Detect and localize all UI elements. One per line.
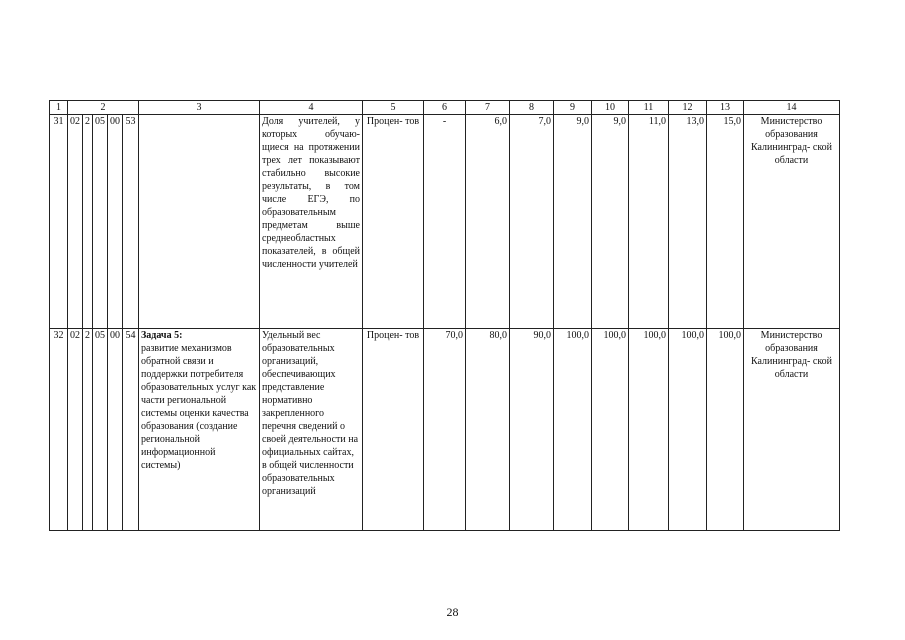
header-cell: 4 <box>260 101 363 115</box>
header-cell: 11 <box>629 101 669 115</box>
task-title: Задача 5: <box>141 330 183 341</box>
header-cell: 6 <box>424 101 466 115</box>
code-cell: 00 <box>108 115 123 329</box>
unit-cell: Процен- тов <box>363 115 424 329</box>
header-cell: 3 <box>139 101 260 115</box>
value-cell: 9,0 <box>592 115 629 329</box>
row-number: 32 <box>50 329 68 531</box>
responsible-cell: Министерство образования Калининград- ской области <box>744 329 840 531</box>
value-cell: 6,0 <box>466 115 510 329</box>
code-cell: 02 <box>68 115 83 329</box>
value-cell: 11,0 <box>629 115 669 329</box>
page-number: 28 <box>446 605 459 619</box>
header-cell: 13 <box>707 101 744 115</box>
value-cell: 15,0 <box>707 115 744 329</box>
task-cell <box>139 115 260 329</box>
table-row <box>50 115 840 329</box>
value-cell: 9,0 <box>554 115 592 329</box>
table-row <box>50 329 840 531</box>
value-cell: 13,0 <box>669 115 707 329</box>
value-cell: 80,0 <box>466 329 510 531</box>
code-cell: 54 <box>123 329 139 531</box>
code-cell: 05 <box>93 329 108 531</box>
value-cell: 100,0 <box>629 329 669 531</box>
code-cell: 05 <box>93 115 108 329</box>
header-cell: 2 <box>68 101 139 115</box>
header-row <box>50 101 840 115</box>
value-cell: 100,0 <box>669 329 707 531</box>
value-cell: 100,0 <box>707 329 744 531</box>
value-cell: 90,0 <box>510 329 554 531</box>
code-cell: 2 <box>83 329 93 531</box>
row-number: 31 <box>50 115 68 329</box>
header-cell: 14 <box>744 101 840 115</box>
value-cell: 100,0 <box>592 329 629 531</box>
value-cell: 7,0 <box>510 115 554 329</box>
task-text: развитие механизмов обратной связи и поддержки потребителя образовательных услуг как части региональной системы оценки качества образования (создание региональной информационной системы) <box>141 343 257 471</box>
code-cell: 02 <box>68 329 83 531</box>
task-cell <box>139 329 260 531</box>
responsible-cell: Министерство образования Калининград- ской области <box>744 115 840 329</box>
code-cell: 00 <box>108 329 123 531</box>
header-cell: 5 <box>363 101 424 115</box>
header-cell: 8 <box>510 101 554 115</box>
code-cell: 53 <box>123 115 139 329</box>
indicator-cell: Доля учителей, у которых обучаю- щиеся на протяжении трех лет показывают стабильно высокие результаты, в том числе ЕГЭ, по образовательным предметам выше среднеобластных показателей, в общей численности учителей <box>260 115 363 329</box>
header-cell: 12 <box>669 101 707 115</box>
indicator-cell: Удельный вес образовательных организаций, обеспечивающих представление нормативно закрепленного перечня сведений о своей деятельности на официальных сайтах, в общей численности образовательных организаций <box>260 329 363 531</box>
value-cell: 70,0 <box>424 329 466 531</box>
header-cell: 1 <box>50 101 68 115</box>
header-cell: 7 <box>466 101 510 115</box>
unit-cell: Процен- тов <box>363 329 424 531</box>
header-cell: 10 <box>592 101 629 115</box>
header-cell: 9 <box>554 101 592 115</box>
value-cell: - <box>424 115 466 329</box>
code-cell: 2 <box>83 115 93 329</box>
value-cell: 100,0 <box>554 329 592 531</box>
indicators-table <box>49 100 840 531</box>
